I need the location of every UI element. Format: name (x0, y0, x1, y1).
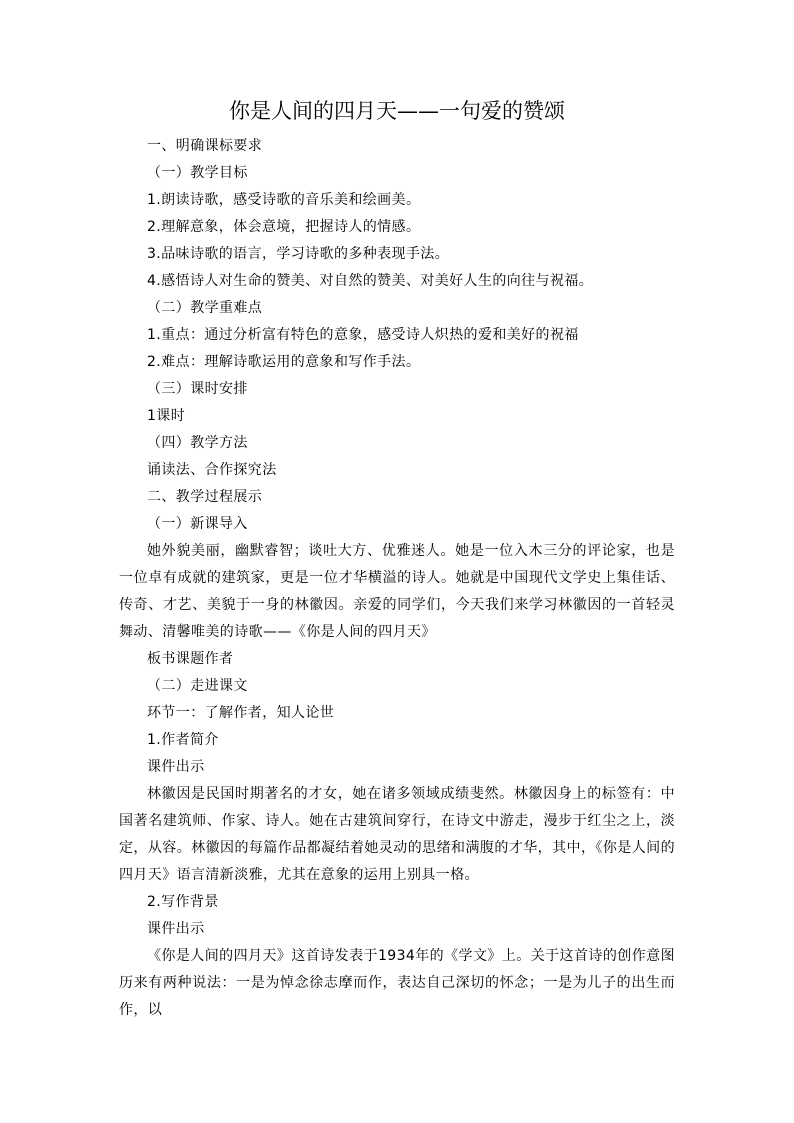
section-heading: 一、明确课标要求 (147, 138, 263, 154)
list-item: 1.朗读诗歌，感受诗歌的音乐美和绘画美。 (147, 192, 421, 208)
subsection-heading: （四）教学方法 (147, 435, 248, 451)
document-title: 你是人间的四月天——一句爱的赞颂 (229, 99, 565, 123)
body-line: 课件出示 (147, 921, 205, 937)
intro-paragraph: 她外貌美丽，幽默睿智；谈吐大方、优雅迷人。她是一位入木三分的评论家，也是一位卓有成就的建筑家，更是一位才华横溢的诗人。她就是中国现代文学史上集佳话、传奇、才艺、美貌于一身的林徽因。亲爱的同学们，今天我们来学习林徽因的一首轻灵舞动、清馨唯美的诗歌——《你是人间的四月天》 (119, 543, 675, 640)
subsection-heading: （二）走进课文 (147, 678, 248, 694)
background-paragraph: 《你是人间的四月天》这首诗发表于1934年的《学文》上。关于这首诗的创作意图历来有两种说法：一是为悼念徐志摩而作，表达自己深切的怀念；一是为儿子的出生而作，以 (119, 948, 675, 1018)
document-body (119, 133, 675, 1024)
section-heading: 二、教学过程展示 (147, 489, 263, 505)
body-line: 板书课题作者 (147, 651, 234, 667)
list-item: 2.难点：理解诗歌运用的意象和写作手法。 (147, 354, 421, 370)
body-line: 诵读法、合作探究法 (147, 462, 277, 478)
list-item: 2.理解意象，体会意境，把握诗人的情感。 (147, 219, 421, 235)
list-item: 3.品味诗歌的语言，学习诗歌的多种表现手法。 (147, 246, 450, 262)
subsection-heading: （一）教学目标 (147, 165, 248, 181)
list-item: 4.感悟诗人对生命的赞美、对自然的赞美、对美好人生的向往与祝福。 (147, 273, 594, 289)
body-line: 课件出示 (147, 759, 205, 775)
subsection-heading: （一）新课导入 (147, 516, 248, 532)
subsection-heading: （二）教学重难点 (147, 300, 263, 316)
body-line: 1课时 (147, 408, 186, 424)
body-line: 环节一：了解作者，知人论世 (147, 705, 335, 721)
author-paragraph: 林徽因是民国时期著名的才女，她在诸多领域成绩斐然。林徽因身上的标签有：中国著名建筑师、作家、诗人。她在古建筑间穿行，在诗文中游走，漫步于红尘之上，淡定，从容。林徽因的每篇作品都凝结着她灵动的思绪和满腹的才华，其中，《你是人间的四月天》语言清新淡雅，尤其在意象的运用上别具一格。 (119, 786, 675, 883)
list-item: 1.作者简介 (147, 732, 219, 748)
list-item: 2.写作背景 (147, 894, 219, 910)
subsection-heading: （三）课时安排 (147, 381, 248, 397)
list-item: 1.重点：通过分析富有特色的意象，感受诗人炽热的爱和美好的祝福 (147, 327, 579, 343)
